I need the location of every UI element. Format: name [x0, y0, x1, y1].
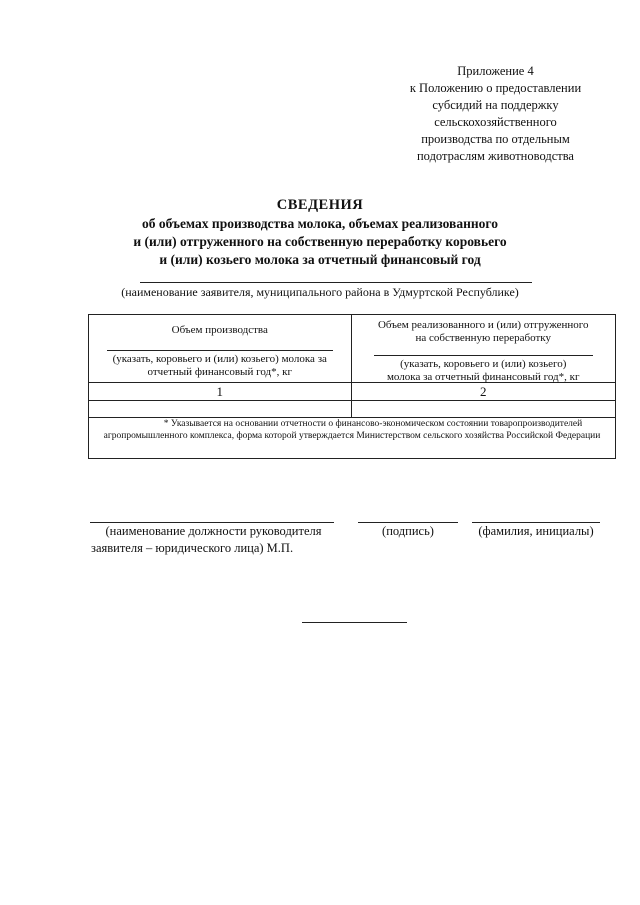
header-cell-sold [351, 315, 616, 383]
table-header-row [89, 315, 616, 383]
end-of-document-rule [302, 622, 407, 623]
appendix-reference [388, 63, 603, 165]
footnote-row [89, 418, 616, 459]
appendix-line: производства по отдельным [421, 132, 570, 146]
footnote: * Указывается на основании отчетности о финансово-экономическом состоянии товаропроизводителей агропромышленного комплекса, форма которой утверждается Министерством сельского хозяйства Российской Федерации [89, 418, 616, 459]
header-subtitle-line: (указать, коровьего и (или) козьего) молока за [112, 353, 327, 365]
appendix-line: подотраслям животноводства [416, 149, 574, 163]
fill-in-rule [374, 355, 594, 356]
header-subtitle-line: отчетный финансовый год*, кг [147, 366, 292, 378]
column-number: 2 [351, 383, 616, 401]
header-title-line: Объем реализованного и (или) отгруженного [377, 319, 589, 331]
header-title-line: на собственную переработку [415, 332, 551, 344]
production-value-cell[interactable] [89, 401, 352, 418]
position-caption [91, 523, 336, 557]
name-caption: (фамилия, инициалы) [478, 524, 594, 538]
document-subtitle-line: и (или) козьего молока за отчетный финансовый год [159, 252, 481, 267]
header-title: Объем производства [171, 324, 268, 336]
header-cell-production [89, 315, 352, 383]
column-number-row [89, 383, 616, 401]
document-subtitle-line: об объемах производства молока, объемах реализованного [142, 216, 498, 231]
applicant-name-line[interactable] [140, 282, 532, 283]
position-caption-line: заявителя – юридического лица) М.П. [91, 541, 294, 555]
data-table [88, 314, 616, 459]
header-subtitle-line: молока за отчетный финансовый год*, кг [386, 371, 580, 383]
fill-in-rule [107, 350, 333, 351]
applicant-caption: (наименование заявителя, муниципального района в Удмуртской Республике) [121, 285, 519, 299]
document-title: СВЕДЕНИЯ [276, 197, 364, 213]
column-number: 1 [89, 383, 352, 401]
sign-caption: (подпись) [382, 524, 434, 538]
appendix-line: к Положению о предоставлении [409, 81, 582, 95]
position-caption-line: (наименование должности руководителя [105, 524, 322, 538]
header-subtitle-line: (указать, коровьего и (или) козьего) [400, 358, 567, 370]
appendix-line: Приложение 4 [457, 64, 534, 78]
document-subtitle-line: и (или) отгруженного на собственную переработку коровьего [133, 234, 507, 249]
appendix-line: сельскохозяйственного [434, 115, 557, 129]
sold-value-cell[interactable] [351, 401, 616, 418]
document-heading [100, 195, 540, 269]
value-row [89, 401, 616, 418]
appendix-line: субсидий на поддержку [432, 98, 559, 112]
